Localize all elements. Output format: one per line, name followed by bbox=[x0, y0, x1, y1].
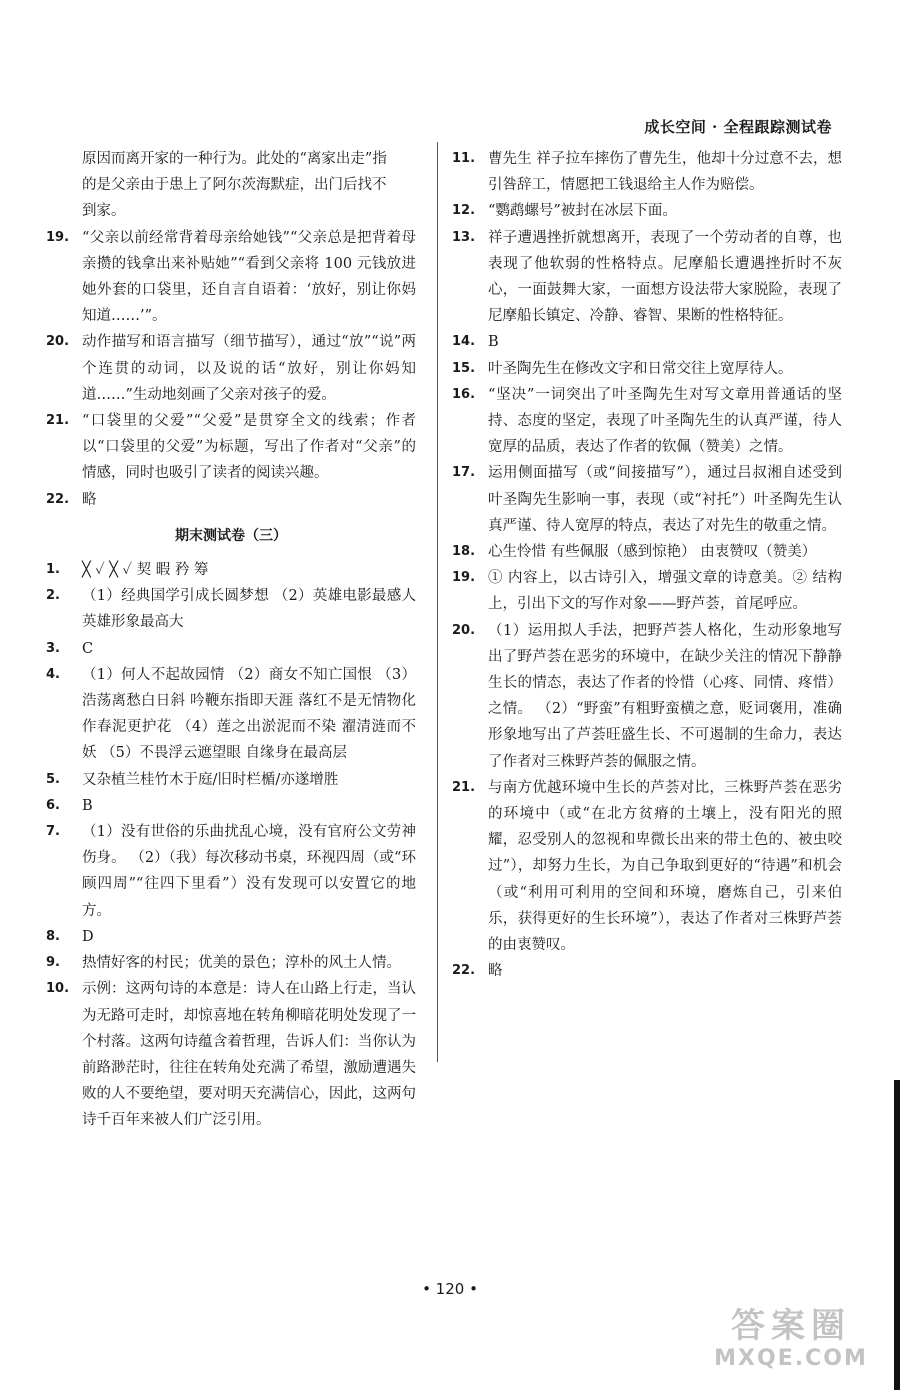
answer-number: 1. bbox=[46, 562, 60, 578]
answer-text: C bbox=[82, 640, 94, 657]
page-number: • 120 • bbox=[422, 1280, 478, 1298]
watermark-line: MXQE.COM bbox=[714, 1346, 868, 1371]
left-column bbox=[46, 146, 416, 1134]
answer-number: 16. bbox=[452, 386, 476, 402]
answer-number: 4. bbox=[46, 666, 60, 682]
answer-text: “鹦鹉螺号”被封在冰层下面。 bbox=[488, 203, 677, 220]
answer-number: 22. bbox=[46, 491, 70, 507]
answer-text: 曹先生 祥子拉车摔伤了曹先生，他却十分过意不去，想引咎辞工，情愿把工钱退给主人作为赔偿。 bbox=[488, 151, 842, 194]
answer-item bbox=[46, 408, 416, 487]
answer-item bbox=[452, 225, 842, 330]
answer-item bbox=[46, 636, 416, 662]
answer-number: 5. bbox=[46, 771, 60, 787]
answer-item bbox=[452, 198, 842, 224]
watermark-line: 答案圈 bbox=[731, 1306, 851, 1346]
answer-number: 18. bbox=[452, 544, 476, 560]
answer-item bbox=[46, 329, 416, 408]
answer-item bbox=[46, 662, 416, 767]
answer-item bbox=[452, 329, 842, 355]
answer-number: 13. bbox=[452, 229, 476, 245]
answer-number: 11. bbox=[452, 151, 476, 166]
answer-text: 热情好客的村民；优美的景色；淳朴的风土人情。 bbox=[82, 955, 401, 972]
answer-item bbox=[452, 775, 842, 958]
answer-item bbox=[46, 950, 416, 976]
answer-text: 与南方优越环境中生长的芦荟对比，三株野芦荟在恶劣的环境中（或“在北方贫瘠的土壤上，没有阳光的照耀，忍受别人的忽视和卑微长出来的带土色的、被虫咬过”），却努力生长，为自己争取到更好的“待遇”和机会（或“利用可利用的空间和环境，磨炼自己，引来伯乐，获得更好的生长环境”），表达了作者对三株野芦荟的由衷赞叹。 bbox=[488, 779, 842, 954]
answer-item bbox=[46, 819, 416, 924]
answer-item bbox=[46, 225, 416, 330]
answer-text: （1）没有世俗的乐曲扰乱心境，没有官府公文劳神伤身。 （2）（我）每次移动书桌，环视四周（或“环顾四周”“往四下里看”）没有发现可以安置它的地方。 bbox=[82, 824, 416, 919]
watermark-logo bbox=[696, 1306, 886, 1376]
answer-text: 动作描写和语言描写（细节描写），通过“放”“说”两个连贯的动词，以及说的话“放好，别让你妈知道……”生动地刻画了父亲对孩子的爱。 bbox=[82, 334, 416, 403]
answer-number: 9. bbox=[46, 955, 60, 971]
answer-number: 19. bbox=[46, 229, 70, 245]
answer-item bbox=[452, 356, 842, 382]
answer-number: 21. bbox=[452, 779, 476, 795]
answer-number: 12. bbox=[452, 203, 476, 219]
answer-number: 3. bbox=[46, 640, 60, 656]
answer-number: 7. bbox=[46, 824, 60, 840]
section-title: 期末测试卷（三） bbox=[175, 527, 287, 544]
answer-item bbox=[452, 382, 842, 461]
answer-item bbox=[46, 767, 416, 793]
answer-text: ╳ ✓ ╳ ✓ 契 暇 矜 筹 bbox=[82, 562, 209, 579]
answer-number: 6. bbox=[46, 797, 60, 813]
answer-item bbox=[452, 565, 842, 617]
answer-item bbox=[452, 958, 842, 984]
answer-number: 19. bbox=[452, 570, 476, 586]
answer-item bbox=[452, 618, 842, 775]
answer-text: 心生怜惜 有些佩服（感到惊艳） 由衷赞叹（赞美） bbox=[488, 544, 817, 561]
answer-number: 21. bbox=[46, 413, 70, 429]
answer-text: 略 bbox=[82, 491, 97, 508]
answer-text: “父亲以前经常背着母亲给她钱”“父亲总是把背着母亲攒的钱拿出来补贴她”“看到父亲将 100 元钱放进她外套的口袋里，还自言自语着：‘放好，别让你妈知道……’”。 bbox=[82, 229, 416, 325]
answer-text: 祥子遭遇挫折就想离开，表现了一个劳动者的自尊，也表现了他软弱的性格特点。尼摩船长遭遇挫折时不灰心，一面鼓舞大家，一面想方设法带大家脱险，表现了尼摩船长镇定、冷静、睿智、果断的性格特征。 bbox=[488, 229, 842, 325]
answer-item bbox=[46, 924, 416, 950]
answer-number: 14. bbox=[452, 334, 476, 350]
answer-number: 8. bbox=[46, 928, 60, 944]
column-divider bbox=[437, 142, 438, 1062]
right-column bbox=[452, 146, 842, 985]
answer-number: 15. bbox=[452, 360, 476, 376]
answer-text: 又杂植兰桂竹木于庭/旧时栏楯/亦遂增胜 bbox=[82, 771, 339, 788]
answer-item bbox=[452, 539, 842, 565]
answer-number: 2. bbox=[46, 588, 60, 604]
answer-text: 示例：这两句诗的本意是：诗人在山路上行走，当认为无路可走时，却惊喜地在转角柳暗花明处发现了一个村落。这两句诗蕴含着哲理，告诉人们：当你认为前路渺茫时，往往在转角处充满了希望，激励遭遇失败的人不要绝望，要对明天充满信心，因此，这两句诗千百年来被人们广泛引用。 bbox=[82, 981, 416, 1129]
answer-text: 运用侧面描写（或“间接描写”），通过吕叔湘自述受到叶圣陶先生影响一事，表现（或“衬托”）叶圣陶先生认真严谨、待人宽厚的特点，表达了对先生的敬重之情。 bbox=[488, 465, 842, 534]
answer-item bbox=[46, 487, 416, 513]
intro-line: 的是父亲由于患上了阿尔茨海默症，出门后找不 bbox=[82, 177, 387, 194]
answer-item bbox=[452, 460, 842, 539]
answer-item bbox=[46, 793, 416, 819]
answer-text: B bbox=[82, 797, 93, 814]
answer-text: D bbox=[82, 928, 94, 945]
answer-item bbox=[452, 146, 842, 198]
answer-item bbox=[46, 557, 416, 583]
answer-item bbox=[46, 583, 416, 635]
answer-text: 叶圣陶先生在修改文字和日常交往上宽厚待人。 bbox=[488, 360, 793, 377]
answer-number: 20. bbox=[452, 622, 476, 638]
answer-text: 略 bbox=[488, 963, 503, 980]
answer-number: 17. bbox=[452, 465, 476, 481]
page-header-title: 成长空间 · 全程跟踪测试卷 bbox=[644, 118, 832, 136]
answer-number: 20. bbox=[46, 334, 70, 350]
answer-text: “口袋里的父爱”“父爱”是贯穿全文的线索；作者以“口袋里的父爱”为标题，写出了作者对“父亲”的情感，同时也吸引了读者的阅读兴趣。 bbox=[82, 413, 416, 482]
answer-text: B bbox=[488, 334, 499, 351]
answer-text: （1）经典国学引成长圆梦想 （2）英雄电影最感人英雄形象最高大 bbox=[82, 588, 416, 631]
scan-edge-shadow bbox=[894, 1080, 900, 1390]
answer-text: （1）何人不起故园情 （2）商女不知亡国恨 （3）浩荡离愁白日斜 吟鞭东指即天涯 落红不是无情物化作春泥更护花 （4）莲之出淤泥而不染 濯清涟而不妖 （5）不畏浮云遮望眼 自缘身在最高层 bbox=[82, 666, 416, 762]
intro-line: 到家。 bbox=[82, 203, 126, 220]
answer-text: “坚决”一词突出了叶圣陶先生对写文章用普通话的坚持、态度的坚定，表现了叶圣陶先生的认真严谨，待人宽厚的品质，表达了作者的钦佩（赞美）之情。 bbox=[488, 386, 842, 456]
answer-number: 10. bbox=[46, 981, 70, 997]
answer-text: （1）运用拟人手法，把野芦荟人格化，生动形象地写出了野芦荟在恶劣的环境中，在缺少关注的情况下静静生长的情态，表达了作者的怜惜（心疼、同情、疼惜）之情。 （2）“野蛮”有粗野蛮横之意，贬词褒用，准确形象地写出了芦荟旺盛生长、不可遏制的生命力，表达了作者对三株野芦荟的佩服之情。 bbox=[488, 622, 842, 770]
answer-text: ① 内容上，以古诗引入，增强文章的诗意美。② 结构上，引出下文的写作对象——野芦荟，首尾呼应。 bbox=[488, 570, 842, 613]
intro-line: 原因而离开家的一种行为。此处的“离家出走”指 bbox=[82, 151, 387, 167]
answer-item bbox=[46, 976, 416, 1133]
answer-number: 22. bbox=[452, 963, 476, 979]
